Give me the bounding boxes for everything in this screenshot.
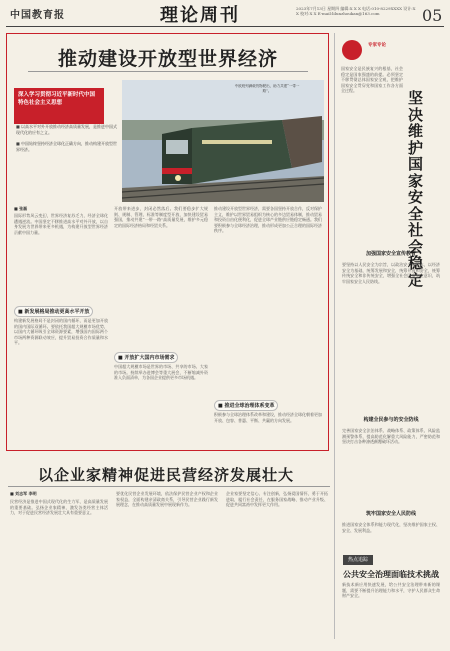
hot-topic-tag: 热点追踪 [343, 555, 373, 565]
feature-body-col-2b: 中国超大规模市场是世界的市场、共享的市场、大家的市场。持续举办进博会等重大展会，不断缩减外资准入负面清单，为各国企业提供更多市场机遇。 [114, 364, 208, 381]
feature-body-col-1b: 构建新发展格局不是封闭的国内循环，而是更加开放的国内国际双循环。要依托我国超大规模市场优势，以国内大循环吸引全球资源要素，增强国内国际两个市场两种资源联动效应，提升贸易投资合作质量和水平。 [14, 318, 108, 346]
bottom-article-title[interactable]: 以企业家精神促进民营经济发展壮大 [38, 466, 295, 484]
right-vertical-title[interactable]: 坚决维护国家安全社会稳定 [408, 89, 424, 289]
feature-byline: ■ 张磊 [14, 206, 28, 211]
train-photo [122, 80, 324, 202]
newspaper-logo: 中国教育报 [10, 10, 65, 21]
quote-1: ■ 以高水平对外开放推动经济高质量发展，是推进中国式现代化的应有之义。 [16, 124, 118, 135]
bottom-title-divider [8, 486, 330, 487]
title-divider [28, 71, 308, 72]
feature-subtitle-box: 深入学习贯彻习近平新时代中国特色社会主义思想 [14, 88, 104, 124]
section-title: 理论周刊 [160, 5, 240, 26]
section-heading-3: ■ 推进全球治理体系变革 [214, 400, 278, 411]
bottom-body-col-2: 要优化民营企业发展环境，依法保护民营企业产权和企业家权益，全面构建亲清政商关系，引导民营企业践行新发展理念，在推动高质量发展中展现新作为。 [116, 491, 218, 508]
right-body-2: 完善国家安全法治体系、战略体系、政策体系、风险监测预警体系，提高防范化解重大风险能力，严密防范和坚决打击各种渗透颠覆破坏活动。 [342, 428, 440, 445]
right-article-title-2[interactable]: 公共安全治理面临技术挑战 [343, 569, 439, 579]
header-divider [6, 26, 444, 27]
section-heading-1: ■ 新发展格局推动更高水平开放 [14, 306, 93, 317]
bottom-body-col-3: 企业家要坚定信心、专注创新，弘扬爱国情怀，勇于开拓进取，履行社会责任，在服务国家战略、推动产业升级、促进共同富裕中发挥更大作用。 [226, 491, 328, 508]
quote-2: ■ 中国始终坚持经济全球化正确方向，推动构建开放型世界经济。 [16, 141, 118, 152]
feature-body-col-1: 国际形势风云变幻，世界经济复苏乏力，经济全球化遭遇逆流。中国坚定不移推进高水平对外开放，以自身发展为世界带来更多机遇，为构建开放型世界经济贡献中国力量。 [14, 213, 108, 235]
feature-body-col-3b: 积极参与全球治理体系改革和建设，推动经济全球化朝着更加开放、包容、普惠、平衡、共赢的方向发展。 [214, 412, 322, 423]
feature-body-col-2: 开放带来进步，封闭必然落后。我们要稳步扩大规则、规制、管理、标准等制度型开放，加快建设贸易强国，推动共建“一带一路”高质量发展，维护多元稳定的国际经济格局和经贸关系。 [114, 206, 208, 228]
feature-title[interactable]: 推动建设开放型世界经济 [57, 48, 278, 70]
right-intro-text: 国家安全是民族复兴的根基，社会稳定是国家强盛的前提。必须坚定不移贯彻总体国家安全观，把维护国家安全贯穿党和国家工作各方面全过程。 [341, 66, 403, 94]
feature-body-col-3: 推动建设开放型世界经济，需要各国坚持开放合作，反对保护主义，维护以世界贸易组织为核心的多边贸易体制，推动贸易和投资自由化便利化，促进全球产业链供应链稳定畅通。我们要积极参与全球经济治理，推动形成更加公正合理的国际经济秩序。 [214, 206, 322, 234]
author-tag: 专家专论 [368, 43, 386, 48]
column-divider [334, 33, 335, 639]
right-subheading-3: 筑牢国家安全人民防线 [365, 511, 416, 517]
right-body-3: 推进国家安全体系和能力现代化，坚决维护国家主权、安全、发展利益。 [342, 522, 440, 533]
right-body-1: 要坚持以人民安全为宗旨，以政治安全为根本，以经济安全为基础，统筹发展和安全，统筹开放和安全，统筹传统安全和非传统安全，增强全社会国家安全意识，筑牢国家安全人民防线。 [342, 262, 440, 284]
feature-quotes [16, 124, 120, 158]
issue-meta: 2023年7月13日 星期四 编辑:X X X 电话:010-8229XXXX 设计:X X 校对:X X E-mail:lilunzhoukan@163.com [296, 6, 416, 16]
right-subheading-1: 加强国家安全宣传教育 [365, 251, 416, 257]
bottom-body-col-1: 民营经济是推进中国式现代化的生力军，是高质量发展的重要基础。弘扬企业家精神，激发各类经营主体活力，对于促进民营经济发展壮大具有重要意义。 [10, 499, 108, 516]
section-heading-2: ■ 开放扩大国内市场需求 [114, 352, 178, 363]
photo-caption: 中欧班列满载货物驶出，助力共建“一带一路”。 [234, 84, 300, 93]
page-number: 05 [422, 6, 443, 25]
author-avatar [342, 40, 362, 60]
right-subheading-2: 构建全民参与的安全防线 [363, 417, 419, 423]
right-body-4: 新技术新应用快速发展，给公共安全治理带来新的课题，需要不断提升治理能力和水平，守护人民群众生命财产安全。 [342, 582, 440, 599]
bottom-byline: ■ 刘志军 李明 [10, 491, 37, 496]
